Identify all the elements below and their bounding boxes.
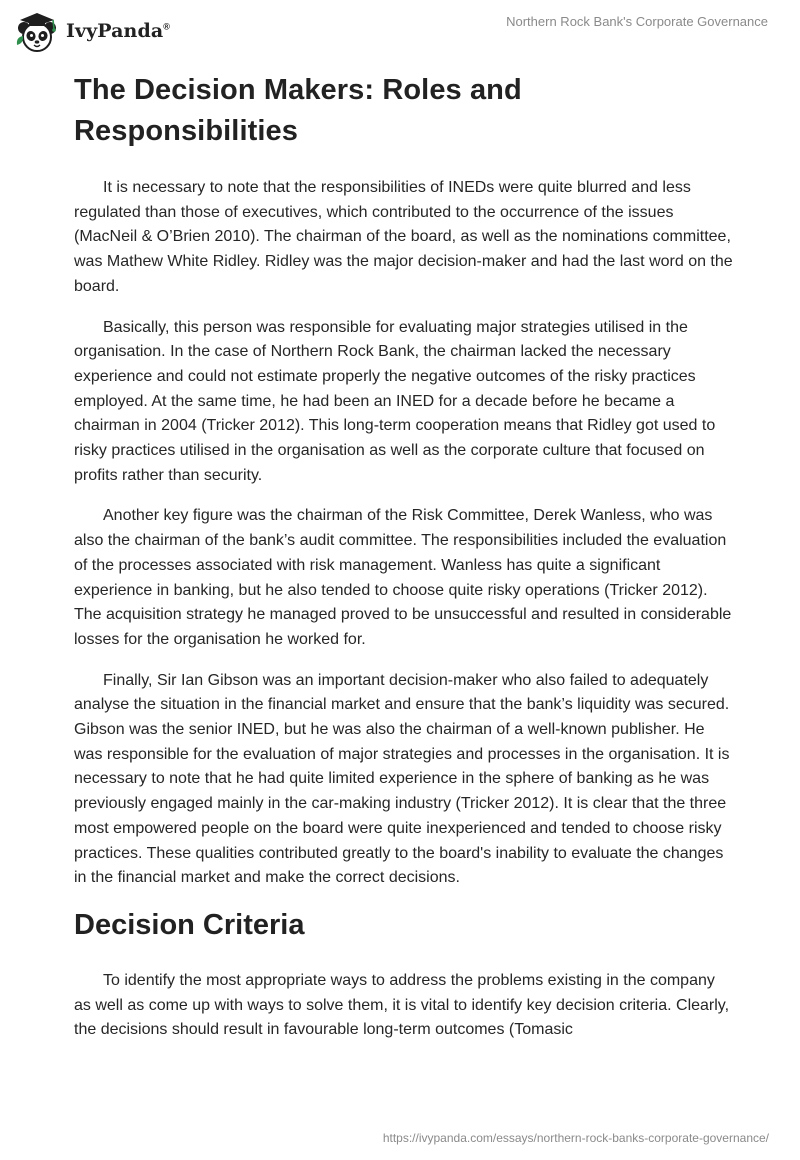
paragraph: Basically, this person was responsible for evaluating major strategies utilised in the organisation. In the case of Northern Rock Bank, the chairman lacked the necessary experience and could not estimate properly the negative outcomes of the risky practices employed. At the same time, he had been an INED for a decade before he became a chairman in 2004 (Tricker 2012). This long-term cooperation means that Ridley got used to risky practices utilised in the organisation as well as the corporate culture that focused on profits rather than security. [74, 318, 716, 484]
paragraph: Finally, Sir Ian Gibson was an important decision-maker who also failed to adequately analyse the situation in the financial market and ensure that the bank’s liquidity was secured. Gibson was the senior INED, but he was also the chairman of a well-known publisher. He was responsible for the evaluation of major strategies and processes in the organisation. It is necessary to note that he had quite limited experience in the sphere of banking as he was previously engaged mainly in the car-making industry (Tricker 2012). It is clear that the three most empowered people on the board were quite inexperienced and tended to choose risky practices. These qualities contributed greatly to the board's inability to evaluate the changes in the financial market and make the correct decisions. [74, 671, 730, 887]
source-url-link[interactable]: https://ivypanda.com/essays/northern-rock-banks-corporate-governance/ [382, 1131, 769, 1145]
paragraph: It is necessary to note that the responsibilities of INEDs were quite blurred and less regulated than those of executives, which contributed to the occurrence of the issues (MacNeil & O’Brien 2010). The chairman of the board, as well as the nominations committee, was Mathew White Ridley. Ridley was the major decision-maker and had the last word on the board. [74, 179, 733, 295]
document-title: Northern Rock Bank's Corporate Governance [506, 14, 768, 29]
essay-content [74, 70, 736, 1043]
section-heading-decision-makers: The Decision Makers: Roles and Responsibilities [74, 74, 522, 147]
page-header [0, 0, 800, 60]
panda-graduate-icon [14, 9, 60, 53]
ivypanda-logo[interactable] [14, 9, 170, 53]
section-heading-decision-criteria: Decision Criteria [74, 908, 305, 941]
logo-wordmark: IvyPanda® [66, 20, 171, 42]
paragraph: To identify the most appropriate ways to address the problems existing in the company as well as come up with ways to solve them, it is vital to identify key decision criteria. Clearly, the decisions should result in favourable long-term outcomes (Tomasic [74, 971, 730, 1039]
paragraph: Another key figure was the chairman of the Risk Committee, Derek Wanless, who was also the chairman of the bank’s audit committee. The responsibilities included the evaluation of the processes associated with risk management. Wanless has quite a significant experience in banking, but he also tended to choose quite risky operations (Tricker 2012). The acquisition strategy he managed proved to be unsuccessful and resulted in considerable losses for the organisation he worked for. [74, 507, 732, 648]
